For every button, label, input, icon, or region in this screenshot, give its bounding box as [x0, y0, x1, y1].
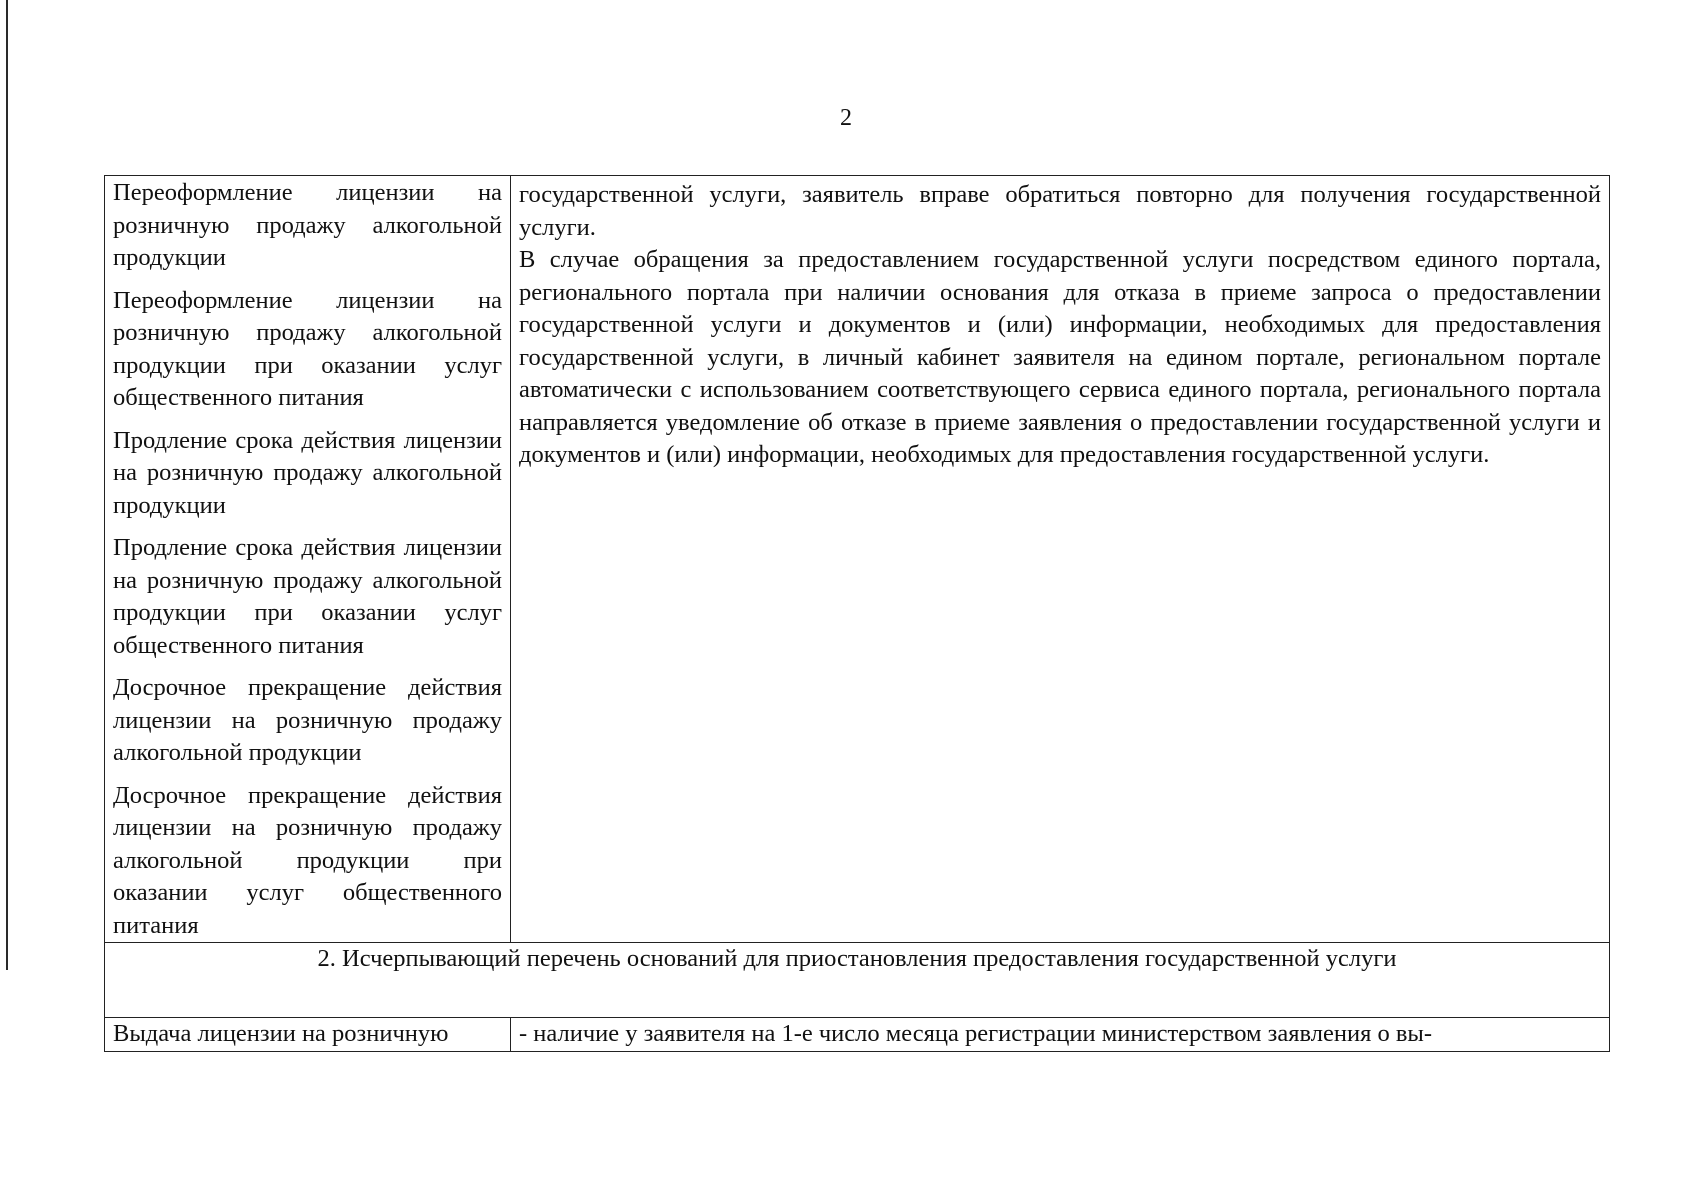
grounds-cell — [511, 176, 1610, 943]
services-cell — [105, 176, 511, 943]
suspension-ground-cell: - наличие у заявителя на 1-е число месяца регистрации министерством заявления о вы- — [511, 1018, 1610, 1052]
grounds-paragraph: В случае обращения за предоставлением государственной услуги посредством единого портала, регионального портала при наличии основания для отказа в приеме запроса о предоставлении государственной услуги и документов и (или) информации, необходимых для предоставления государственной услуги, в личный кабинет заявителя на едином портале, региональном портале автоматически с использованием соответствующего сервиса единого портала, регионального портала направляется уведомление об отказе в приеме заявления о предоставлении государственной услуги и документов и (или) информации, необходимых для предоставления государственной услуги. — [519, 246, 1601, 468]
services-table — [104, 175, 1610, 1052]
grounds-paragraph: государственной услуги, заявитель вправе обратиться повторно для получения государственной услуги. — [519, 181, 1601, 241]
scan-page-edge — [6, 0, 8, 970]
service-name-cell: Выдача лицензии на розничную — [105, 1018, 511, 1052]
list-item: Досрочное прекращение действия лицензии на розничную продажу алкогольной продукции при оказании услуг общественного питания — [113, 781, 502, 939]
section-heading-row — [105, 943, 1610, 1018]
list-item: Продление срока действия лицензии на розничную продажу алкогольной продукции — [113, 426, 502, 519]
page-number: 2 — [840, 105, 852, 131]
list-item: Досрочное прекращение действия лицензии на розничную продажу алкогольной продукции — [113, 674, 502, 766]
list-item: Продление срока действия лицензии на розничную продажу алкогольной продукции при оказании услуг общественного питания — [113, 534, 502, 659]
table-row — [105, 1018, 1610, 1052]
table-row — [105, 176, 1610, 943]
list-item: Переоформление лицензии на розничную продажу алкогольной продукции — [113, 179, 502, 271]
section-heading: 2. Исчерпывающий перечень оснований для приостановления предоставления государственной услуги — [105, 943, 1610, 1018]
list-item: Переоформление лицензии на розничную продажу алкогольной продукции при оказании услуг общественного питания — [113, 286, 502, 411]
